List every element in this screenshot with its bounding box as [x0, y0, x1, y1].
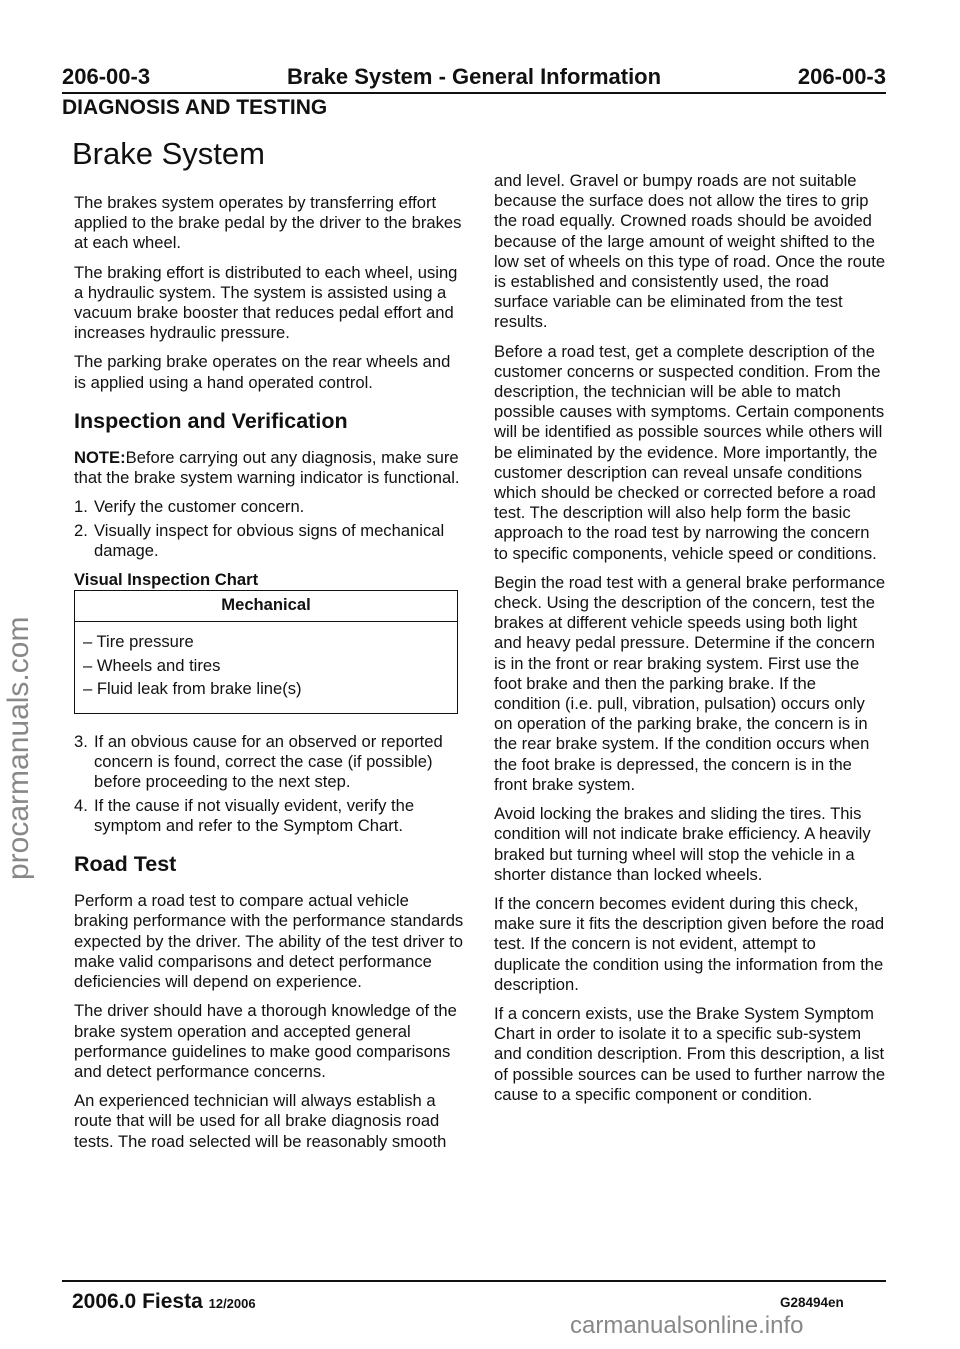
heading-road-test: Road Test [74, 852, 177, 877]
step-text: Visually inspect for obvious signs of mechanical damage. [94, 520, 445, 560]
paragraph: The brakes system operates by transferring effort applied to the brake pedal by the driver to the brakes at each wheel. [74, 193, 462, 253]
step-number: 4. [74, 795, 88, 815]
paragraph: The driver should have a thorough knowledge of the brake system operation and accepted general performance guidelines to make good comparisons and detect performance concerns. [74, 1001, 457, 1081]
step-number: 2. [74, 520, 88, 540]
step-text: If an obvious cause for an observed or reported concern is found, correct the case (if possible) before proceeding to the next step. [94, 732, 443, 792]
header-title: Brake System - General Information [286, 64, 662, 89]
paragraph: If the concern becomes evident during this check, make sure it fits the description given before the road test. If the concern is not evident, attempt to duplicate the condition using the information from the description. [494, 893, 885, 994]
footer-code: G28494en [780, 1295, 844, 1310]
page-header [62, 60, 886, 90]
table-row: – Wheels and tires [83, 655, 221, 675]
note-text: Before carrying out any diagnosis, make sure that the brake system warning indicator is functional. [74, 448, 460, 488]
watermark-bottom: carmanualsonline.info [570, 1312, 804, 1339]
section-label: DIAGNOSIS AND TESTING [62, 96, 328, 119]
step-text: If the cause if not visually evident, verify the symptom and refer to the Symptom Chart. [94, 795, 415, 835]
header-page-number-right: 206-00-3 [797, 64, 886, 89]
steps-list-a [74, 497, 466, 561]
paragraph: Before a road test, get a complete description of the customer concerns or suspected condition. From the description, the technician will be able to match possible causes with symptoms. Certain components will be identified as possible sources while others will be eliminated by the evidence. More importantly, the customer description can reveal unsafe conditions which should be checked or corrected before a road test. The description will also help form the basic approach to the road test by narrowing the concern to specific components, vehicle speed or conditions. [494, 341, 885, 563]
visual-inspection-table [74, 590, 458, 714]
table-row: – Tire pressure [83, 632, 194, 652]
footer-date: 12/2006 [208, 1296, 256, 1311]
right-column [494, 171, 886, 1114]
list-item [74, 732, 466, 793]
footer-model [72, 1290, 256, 1314]
table-row: – Fluid leak from brake line(s) [83, 678, 302, 698]
paragraph: The parking brake operates on the rear wheels and is applied using a hand operated control. [74, 352, 451, 392]
heading-inspection: Inspection and Verification [74, 408, 348, 433]
header-page-number-left: 206-00-3 [62, 64, 151, 89]
header-rule [62, 92, 886, 94]
note [74, 448, 466, 488]
list-item [74, 521, 466, 561]
paragraph: An experienced technician will always establish a route that will be used for all brake diagnosis road tests. The road selected will be reasonably smooth [74, 1091, 447, 1151]
paragraph: Perform a road test to compare actual vehicle braking performance with the performance standards expected by the driver. The ability of the test driver to make valid comparisons and detect performance deficiencies will depend on experience. [74, 891, 464, 992]
chart-title: Visual Inspection Chart [74, 570, 259, 590]
table-header: Mechanical [75, 591, 458, 622]
footer-rule [62, 1280, 886, 1282]
list-item [74, 796, 466, 836]
paragraph: and level. Gravel or bumpy roads are not suitable because the surface does not allow the tires to grip the road equally. Crowned roads should be avoided because of the large amount of weight shifted to the low set of wheels on this type of road. Once the route is established and consistently used, the road surface variable can be eliminated from the test results. [494, 171, 886, 332]
paragraph: If a concern exists, use the Brake System Symptom Chart in order to isolate it to a specific sub-system and condition description. From this description, a list of possible sources can be used to further narrow the cause to a specific component or condition. [494, 1003, 886, 1104]
watermark-side: procarmanuals.com [2, 616, 35, 880]
footer-model-name: 2006.0 Fiesta [72, 1290, 203, 1313]
paragraph: Avoid locking the brakes and sliding the tires. This condition will not indicate brake efficiency. A heavily braked but turning wheel will stop the vehicle in a shorter distance than locked wheels. [494, 804, 871, 884]
step-text: Verify the customer concern. [94, 497, 305, 517]
paragraph: Begin the road test with a general brake performance check. Using the description of the concern, test the brakes at different vehicle speeds using both light and heavy pedal pressure. Determine if the concern is in the front or rear braking system. First use the foot brake and then the parking brake. If the condition (i.e. pull, vibration, pulsation) occurs only on operation of the parking brake, the concern is in the rear brake system. If the condition occurs when the foot brake is depressed, the concern is in the front brake system. [494, 572, 886, 794]
paragraph: The braking effort is distributed to each wheel, using a hydraulic system. The system is assisted using a vacuum brake booster that reduces pedal effort and increases hydraulic pressure. [74, 262, 458, 343]
note-label: NOTE: [74, 448, 126, 468]
step-number: 3. [74, 732, 88, 752]
step-number: 1. [74, 497, 88, 517]
page-title: Brake System [72, 136, 265, 171]
left-column [74, 193, 466, 1161]
steps-list-b [74, 732, 466, 836]
list-item [74, 497, 466, 517]
